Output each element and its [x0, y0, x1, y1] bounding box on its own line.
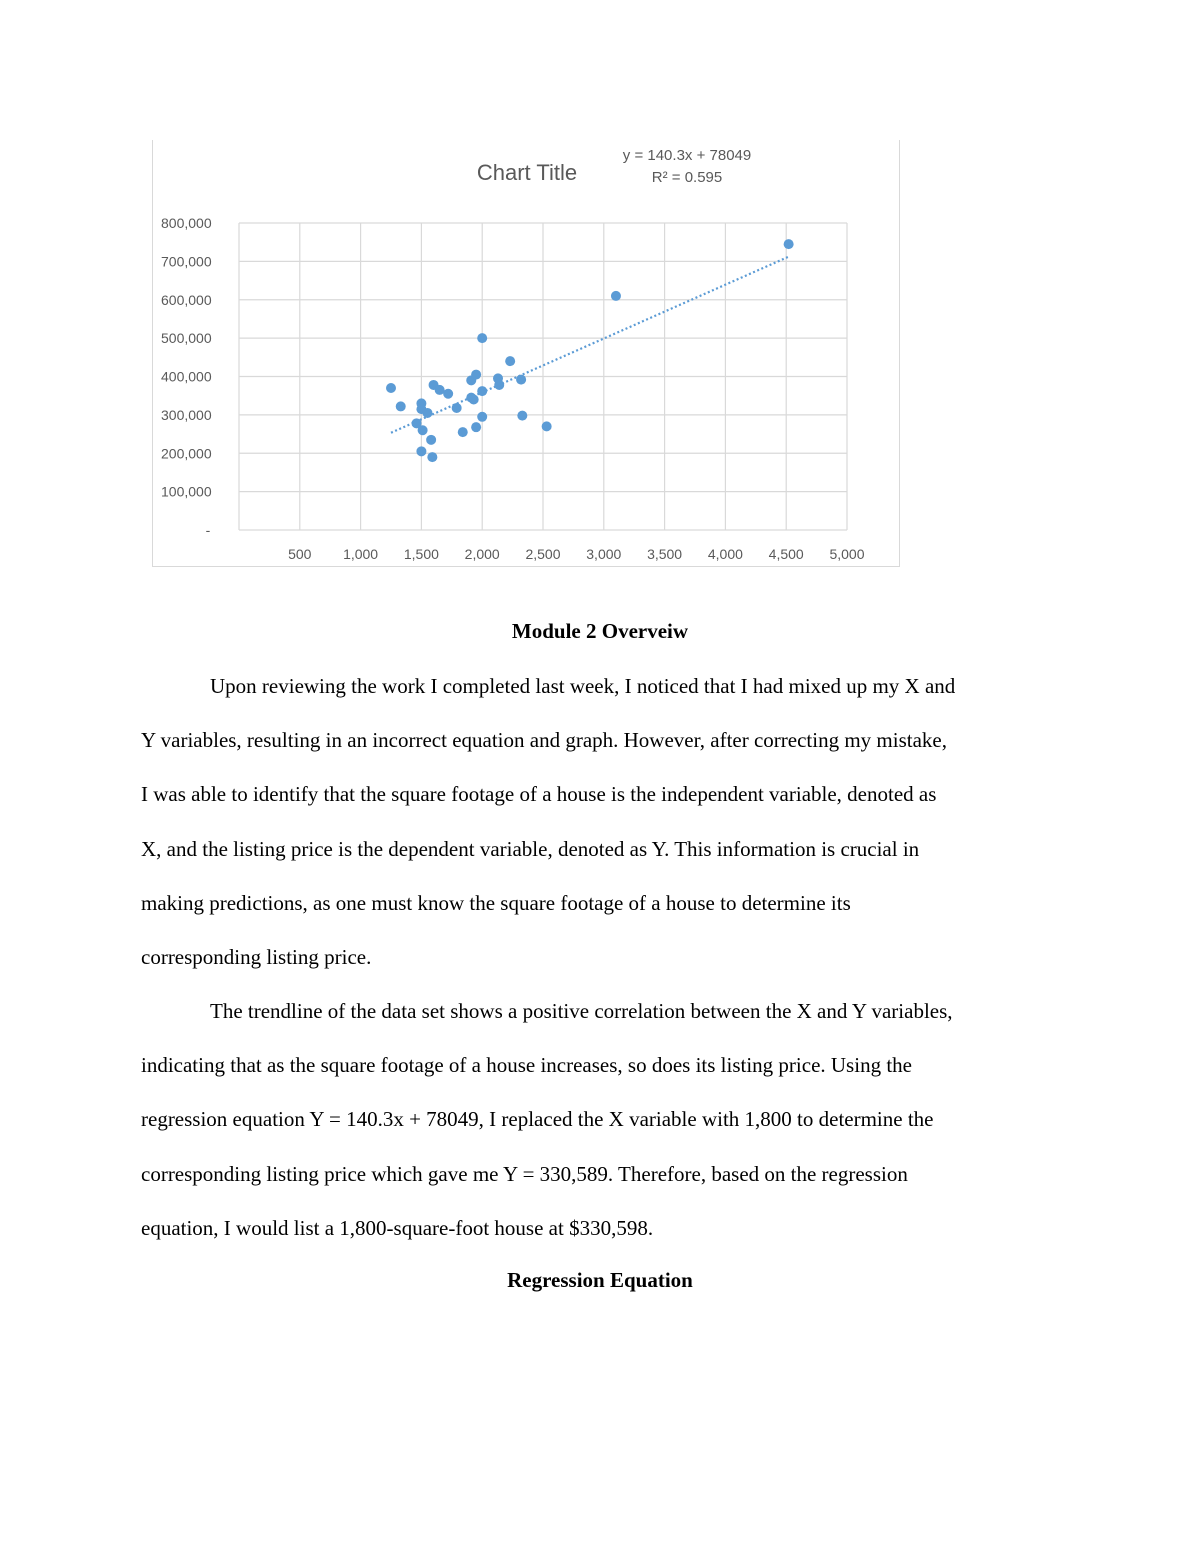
data-point [435, 385, 445, 395]
data-point [611, 291, 621, 301]
paragraph-line [141, 984, 1061, 1038]
paragraph-line: corresponding listing price which gave me Y = 330,589. Therefore, based on the regression [141, 1161, 908, 1186]
y-tick-label: 300,000 [161, 406, 212, 423]
data-point [458, 427, 468, 437]
y-tick-label: 400,000 [161, 368, 212, 385]
scatter-chart [152, 140, 900, 567]
data-point [517, 411, 527, 421]
paragraph-line: I was able to identify that the square footage of a house is the independent variable, denoted as [141, 782, 937, 807]
paragraph-line: equation, I would list a 1,800-square-foot house at $330,598. [141, 1215, 654, 1240]
data-point [427, 452, 437, 462]
data-point [416, 446, 426, 456]
axis-labels [161, 215, 865, 562]
x-tick-label: 3,500 [647, 546, 683, 562]
trendline-r-squared: R² = 0.595 [651, 169, 723, 186]
paragraph-line: regression equation Y = 140.3x + 78049, I replaced the X variable with 1,800 to determine the [141, 1107, 934, 1132]
data-point [516, 375, 526, 385]
x-tick-label: 2,000 [464, 546, 500, 562]
x-tick-label: 1,500 [403, 546, 439, 562]
x-tick-label: 5,000 [829, 546, 865, 562]
data-point [471, 370, 481, 380]
data-point [471, 422, 481, 432]
trendline-equation: y = 140.3x + 78049 [622, 147, 752, 164]
data-point [443, 389, 453, 399]
data-point [386, 383, 396, 393]
x-tick-label: 500 [288, 546, 312, 562]
x-tick-label: 3,000 [586, 546, 622, 562]
paragraph-text: Upon reviewing the work I completed last week, I noticed that I had mixed up my X and [210, 674, 956, 698]
x-tick-label: 2,500 [525, 546, 561, 562]
paragraph-line: indicating that as the square footage of a house increases, so does its listing price. Using the [141, 1053, 912, 1078]
data-point [452, 403, 462, 413]
x-tick-label: 1,000 [343, 546, 379, 562]
y-tick-label: 800,000 [161, 215, 212, 231]
data-point [477, 412, 487, 422]
data-point [494, 380, 504, 390]
y-tick-label: 700,000 [161, 253, 212, 270]
paragraph-line: Y variables, resulting in an incorrect equation and graph. However, after correcting my mistake, [141, 728, 947, 753]
data-point [469, 395, 479, 405]
y-tick-label: 100,000 [161, 483, 212, 500]
y-tick-label: 200,000 [161, 445, 212, 462]
data-point [396, 401, 406, 411]
paragraph-text: The trendline of the data set shows a positive correlation between the X and Y variables, [210, 999, 953, 1023]
data-point [542, 421, 552, 431]
heading-module-overview: Module 2 Overveiw [511, 619, 689, 643]
paragraph-1 [141, 659, 1061, 984]
paragraph-line: corresponding listing price. [141, 945, 372, 970]
paragraph-2 [141, 984, 1061, 1255]
trendline-layer [391, 257, 789, 433]
data-point [426, 435, 436, 445]
x-tick-label: 4,000 [707, 546, 743, 562]
trendline [391, 257, 789, 433]
y-tick-label: 600,000 [161, 291, 212, 308]
data-point [422, 408, 432, 418]
points-layer [386, 239, 794, 462]
data-point [477, 386, 487, 396]
chart-svg [153, 140, 901, 567]
data-point [505, 356, 515, 366]
paragraph-line: making predictions, as one must know the square footage of a house to determine its [141, 890, 851, 915]
paragraph-line: X, and the listing price is the dependent variable, denoted as Y. This information is crucial in [141, 836, 920, 861]
chart-title: Chart Title [476, 160, 578, 185]
data-point [418, 425, 428, 435]
paragraph-line [141, 659, 1061, 713]
y-tick-label: - [205, 522, 211, 538]
x-tick-label: 4,500 [768, 546, 804, 562]
data-point [477, 333, 487, 343]
y-tick-label: 500,000 [161, 330, 212, 347]
data-point [784, 239, 794, 249]
heading-regression-equation: Regression Equation [507, 1268, 693, 1292]
grid-layer [239, 223, 847, 530]
